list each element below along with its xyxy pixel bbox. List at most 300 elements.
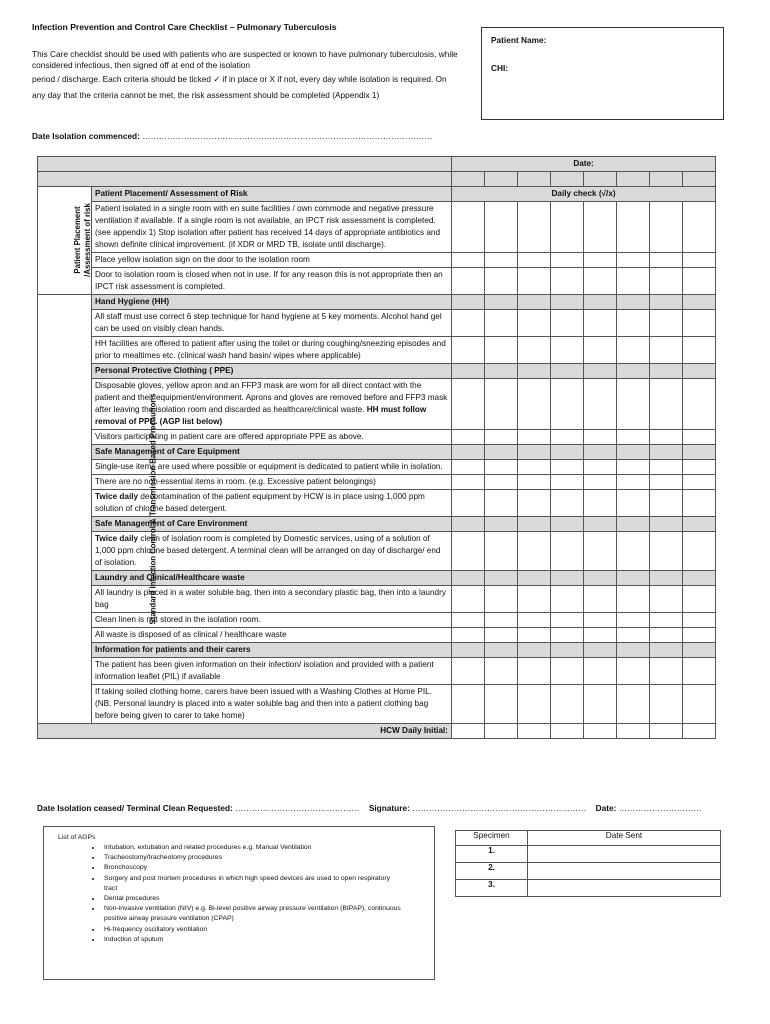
check-cell[interactable] — [485, 475, 518, 490]
check-cell[interactable] — [683, 445, 716, 460]
check-cell[interactable] — [485, 202, 518, 253]
check-cell[interactable] — [551, 430, 584, 445]
check-cell[interactable] — [452, 253, 485, 268]
check-cell[interactable] — [551, 586, 584, 613]
check-cell[interactable] — [683, 253, 716, 268]
check-cell[interactable] — [617, 337, 650, 364]
agp-item: • Intubation, extubation and related procedures e.g. Manual Ventilation — [102, 843, 402, 853]
page-title: Infection Prevention and Control Care Checklist – Pulmonary Tuberculosis — [32, 22, 337, 32]
check-cell[interactable] — [485, 430, 518, 445]
check-cell[interactable] — [683, 658, 716, 685]
check-cell[interactable] — [452, 202, 485, 253]
check-cell[interactable] — [683, 685, 716, 724]
criteria-text — [92, 685, 452, 724]
check-cell[interactable] — [518, 517, 551, 532]
check-cell[interactable] — [485, 685, 518, 724]
criteria-body: The patient has been given information on their infection/ isolation and provided with a patient information leaflet (PIL) if available — [95, 660, 434, 681]
date-header: Date: — [452, 157, 716, 172]
criteria-body: Information for patients and their carers — [95, 645, 251, 654]
check-cell[interactable] — [551, 268, 584, 295]
check-cell[interactable] — [485, 445, 518, 460]
check-cell[interactable] — [584, 586, 617, 613]
check-cell[interactable] — [650, 628, 683, 643]
criteria-body: Patient isolated in a single room with en suite facilities / own commode and negative pressure ventilation if available. If a single room is not available, an IPCT risk assessment is completed. (see appendix 1) Stop isolation after patient has received 14 days of appropriate antibiotics and shown definite clinical improvement. (if XDR or MRD TB, isolate until discharge). — [95, 204, 441, 249]
check-cell[interactable] — [518, 460, 551, 475]
date-commenced-field[interactable]: …………………………………………………………………………………………… — [142, 131, 433, 141]
check-cell[interactable] — [452, 445, 485, 460]
check-cell[interactable] — [584, 430, 617, 445]
criteria-body: Patient Placement/ Assessment of Risk — [95, 189, 248, 198]
criteria-body: Door to isolation room is closed when not in use. If for any reason this is not appropriate then an IPCT risk assessment is completed. — [95, 270, 443, 291]
check-cell[interactable] — [551, 295, 584, 310]
check-cell[interactable] — [683, 643, 716, 658]
criteria-text — [92, 475, 452, 490]
check-cell[interactable] — [650, 571, 683, 586]
check-cell[interactable] — [650, 337, 683, 364]
check-cell[interactable] — [683, 364, 716, 379]
check-cell[interactable] — [452, 643, 485, 658]
check-cell[interactable] — [617, 517, 650, 532]
check-cell[interactable] — [485, 364, 518, 379]
criteria-text — [92, 268, 452, 295]
check-cell[interactable] — [584, 475, 617, 490]
check-cell[interactable] — [551, 337, 584, 364]
check-cell[interactable] — [485, 628, 518, 643]
check-cell[interactable] — [485, 379, 518, 430]
agp-item: • Surgery and post mortem procedures in which high speed devices are used to open respiratory tract — [102, 874, 402, 894]
chi-label[interactable]: CHI: — [491, 63, 509, 73]
check-cell[interactable] — [683, 295, 716, 310]
check-cell[interactable] — [452, 337, 485, 364]
check-cell[interactable] — [683, 430, 716, 445]
check-cell[interactable] — [485, 517, 518, 532]
date-cell[interactable] — [452, 172, 485, 187]
specimen-date-cell[interactable] — [528, 880, 721, 897]
check-cell[interactable] — [617, 571, 650, 586]
check-cell[interactable] — [683, 310, 716, 337]
initial-cell[interactable] — [551, 724, 584, 739]
hcw-initial-label: HCW Daily Initial: — [38, 724, 452, 739]
initial-cell[interactable] — [617, 724, 650, 739]
specimen-row — [456, 863, 721, 880]
check-cell[interactable] — [452, 475, 485, 490]
date-field[interactable]: ………………………… — [618, 803, 702, 813]
check-cell[interactable] — [551, 364, 584, 379]
check-cell[interactable] — [551, 460, 584, 475]
check-cell[interactable] — [551, 685, 584, 724]
patient-details-box — [481, 27, 724, 120]
check-cell[interactable] — [452, 310, 485, 337]
check-cell[interactable] — [518, 613, 551, 628]
date-cell[interactable] — [650, 172, 683, 187]
agp-item: • Tracheostomy/tracheotomy procedures — [102, 853, 402, 863]
checklist-row — [38, 337, 716, 364]
check-cell[interactable] — [617, 253, 650, 268]
criteria-body: Place yellow isolation sign on the door to the isolation room — [95, 255, 310, 264]
checklist-row — [38, 460, 716, 475]
check-cell[interactable] — [650, 364, 683, 379]
check-cell[interactable] — [584, 337, 617, 364]
check-cell[interactable] — [518, 430, 551, 445]
check-cell[interactable] — [650, 517, 683, 532]
agp-list — [58, 843, 402, 945]
criteria-text — [92, 310, 452, 337]
check-cell[interactable] — [650, 202, 683, 253]
check-cell[interactable] — [617, 310, 650, 337]
criteria-text — [92, 490, 452, 517]
check-cell[interactable] — [650, 379, 683, 430]
initial-cell[interactable] — [485, 724, 518, 739]
check-cell[interactable] — [617, 445, 650, 460]
section-heading — [92, 643, 452, 658]
criteria-body: Personal Protective Clothing ( PPE) — [95, 366, 234, 375]
check-cell[interactable] — [617, 475, 650, 490]
check-cell[interactable] — [518, 490, 551, 517]
check-cell[interactable] — [617, 643, 650, 658]
criteria-text — [92, 532, 452, 571]
check-cell[interactable] — [485, 586, 518, 613]
initial-cell[interactable] — [683, 724, 716, 739]
check-cell[interactable] — [650, 310, 683, 337]
header-row-date-cells — [38, 172, 716, 187]
check-cell[interactable] — [551, 658, 584, 685]
check-cell[interactable] — [683, 460, 716, 475]
check-cell[interactable] — [452, 613, 485, 628]
criteria-body: Safe Management of Care Environment — [95, 519, 248, 528]
check-cell[interactable] — [452, 628, 485, 643]
check-cell[interactable] — [518, 685, 551, 724]
check-cell[interactable] — [683, 532, 716, 571]
section-heading — [92, 187, 452, 202]
check-cell[interactable] — [683, 613, 716, 628]
check-cell[interactable] — [518, 445, 551, 460]
check-cell[interactable] — [485, 532, 518, 571]
check-cell[interactable] — [617, 532, 650, 571]
criteria-body: decontamination of the patient equipment by HCW is in place using 1,000 ppm solution of chlorine based detergent. — [95, 492, 425, 513]
date-cell[interactable] — [551, 172, 584, 187]
check-cell[interactable] — [551, 532, 584, 571]
check-cell[interactable] — [485, 295, 518, 310]
check-cell[interactable] — [452, 430, 485, 445]
check-cell[interactable] — [551, 517, 584, 532]
check-cell[interactable] — [650, 460, 683, 475]
check-cell[interactable] — [518, 586, 551, 613]
check-cell[interactable] — [551, 490, 584, 517]
agp-item: • Induction of sputum — [102, 935, 402, 945]
check-cell[interactable] — [617, 364, 650, 379]
check-cell[interactable] — [584, 295, 617, 310]
check-cell[interactable] — [485, 490, 518, 517]
check-cell[interactable] — [551, 445, 584, 460]
check-cell[interactable] — [683, 517, 716, 532]
criteria-text — [92, 379, 452, 430]
criteria-body: All staff must use correct 6 step technique for hand hygiene at 5 key moments. Alcohol hand gel can be used on visibly clean hands. — [95, 312, 442, 333]
specimen-table — [455, 830, 721, 897]
check-cell[interactable] — [518, 643, 551, 658]
check-cell[interactable] — [617, 379, 650, 430]
initial-cell[interactable] — [584, 724, 617, 739]
intro-line-2: period / discharge. Each criteria should be ticked ✓ if in place or X if not, every day while isolation is required. On any day that the criteria cannot be met, the risk assessment should be completed (Appendix 1) — [32, 74, 447, 100]
criteria-body: Laundry and Clinical/Healthcare waste — [95, 573, 245, 582]
criteria-body: All laundry is placed in a water soluble bag, then into a secondary plastic bag, then into a laundry bag — [95, 588, 446, 609]
check-cell[interactable] — [650, 685, 683, 724]
section-row — [38, 295, 716, 310]
check-cell[interactable] — [584, 253, 617, 268]
hcw-initial-row — [38, 724, 716, 739]
check-cell[interactable] — [584, 685, 617, 724]
check-cell[interactable] — [452, 379, 485, 430]
checklist-row — [38, 658, 716, 685]
check-cell[interactable] — [584, 628, 617, 643]
check-cell[interactable] — [551, 310, 584, 337]
checklist-row — [38, 268, 716, 295]
date-commenced-label: Date Isolation commenced: — [32, 131, 140, 141]
check-cell[interactable] — [584, 364, 617, 379]
check-cell[interactable] — [584, 460, 617, 475]
check-cell[interactable] — [683, 268, 716, 295]
side-label-precautions-text: Standard Infection Control & Transmission Based Precautions — [148, 393, 158, 625]
date-cell[interactable] — [617, 172, 650, 187]
criteria-body: Single-use items are used where possible or equipment is dedicated to patient while in isolation. — [95, 462, 443, 471]
check-cell[interactable] — [485, 658, 518, 685]
patient-name-label[interactable]: Patient Name: — [491, 35, 547, 45]
check-cell[interactable] — [452, 571, 485, 586]
check-cell[interactable] — [452, 490, 485, 517]
ceased-label: Date Isolation ceased/ Terminal Clean Requested: — [37, 803, 233, 813]
check-cell[interactable] — [650, 658, 683, 685]
check-cell[interactable] — [452, 460, 485, 475]
check-cell[interactable] — [650, 445, 683, 460]
section-row — [38, 571, 716, 586]
check-cell[interactable] — [650, 613, 683, 628]
criteria-body: Disposable gloves, yellow apron and an FFP3 mask are worn for all direct contact with the patient and their equipment/environment. Aprons and gloves are removed before and FFP3 mask after leaving the isolation room and discarded as healthcare/clinical waste. — [95, 381, 448, 414]
check-cell[interactable] — [518, 658, 551, 685]
criteria-text — [92, 628, 452, 643]
agp-item: • Bronchoscopy — [102, 863, 402, 873]
check-cell[interactable] — [452, 517, 485, 532]
section-row — [38, 517, 716, 532]
check-cell[interactable] — [485, 268, 518, 295]
criteria-body: Clean linen is not stored in the isolation room. — [95, 615, 261, 624]
checklist-table — [37, 156, 716, 739]
check-cell[interactable] — [485, 337, 518, 364]
header-blank — [38, 172, 452, 187]
check-cell[interactable] — [584, 490, 617, 517]
date-cell[interactable] — [518, 172, 551, 187]
checklist-row — [38, 586, 716, 613]
checklist-row — [38, 628, 716, 643]
checklist-row — [38, 532, 716, 571]
section-heading — [92, 295, 452, 310]
checklist-row — [38, 490, 716, 517]
agp-item: • Hi-frequency oscillatory ventilation — [102, 925, 402, 935]
check-cell[interactable] — [584, 613, 617, 628]
isolation-ceased-line — [37, 803, 702, 813]
check-cell[interactable] — [683, 586, 716, 613]
check-cell[interactable] — [650, 643, 683, 658]
specimen-col-header: Specimen — [456, 831, 528, 846]
check-cell[interactable] — [485, 571, 518, 586]
check-cell[interactable] — [650, 268, 683, 295]
check-cell[interactable] — [584, 268, 617, 295]
check-cell[interactable] — [551, 379, 584, 430]
check-cell[interactable] — [584, 532, 617, 571]
checklist-row — [38, 310, 716, 337]
date-cell[interactable] — [485, 172, 518, 187]
check-cell[interactable] — [551, 628, 584, 643]
specimen-number: 1. — [456, 846, 528, 863]
check-cell[interactable] — [485, 460, 518, 475]
check-cell[interactable] — [551, 202, 584, 253]
checklist-row — [38, 202, 716, 253]
checklist-row — [38, 253, 716, 268]
criteria-text — [92, 253, 452, 268]
date-cell[interactable] — [584, 172, 617, 187]
header-row-date — [38, 157, 716, 172]
check-cell[interactable] — [452, 295, 485, 310]
check-cell[interactable] — [650, 430, 683, 445]
check-cell[interactable] — [518, 253, 551, 268]
check-cell[interactable] — [617, 586, 650, 613]
criteria-body: HH facilities are offered to patient after using the toilet or during coughing/sneezing episodes and prior to mealtimes etc. (clinical wash hand basin/ wipes where applicable) — [95, 339, 446, 360]
check-cell[interactable] — [650, 295, 683, 310]
check-cell[interactable] — [683, 628, 716, 643]
specimen-date-cell[interactable] — [528, 863, 721, 880]
agp-item: • Dental procedures — [102, 894, 402, 904]
check-cell[interactable] — [551, 571, 584, 586]
check-cell[interactable] — [485, 613, 518, 628]
check-cell[interactable] — [650, 586, 683, 613]
initial-cell[interactable] — [650, 724, 683, 739]
check-cell[interactable] — [683, 337, 716, 364]
check-cell[interactable] — [584, 517, 617, 532]
check-cell[interactable] — [551, 253, 584, 268]
check-cell[interactable] — [617, 460, 650, 475]
check-cell[interactable] — [683, 571, 716, 586]
criteria-body: Visitors participating in patient care are offered appropriate PPE as above. — [95, 432, 364, 441]
check-cell[interactable] — [518, 532, 551, 571]
checklist-row — [38, 685, 716, 724]
signature-label: Signature: — [368, 803, 410, 813]
ceased-field[interactable]: ……………………………………… — [235, 803, 360, 813]
criteria-text — [92, 202, 452, 253]
specimen-number: 3. — [456, 880, 528, 897]
check-cell[interactable] — [584, 571, 617, 586]
check-cell[interactable] — [683, 379, 716, 430]
check-cell[interactable] — [584, 202, 617, 253]
signature-field[interactable]: ……………………………………………………… — [412, 803, 587, 813]
agp-list-box — [43, 826, 435, 980]
criteria-text — [92, 586, 452, 613]
criteria-text — [92, 430, 452, 445]
initial-cell[interactable] — [518, 724, 551, 739]
agp-item: • Non-invasive ventilation (NIV) e.g. Bi-level positive airway pressure ventilation (BIPAP), continuous positive airway pressure ventilation (CPAP) — [102, 904, 402, 924]
check-cell[interactable] — [617, 628, 650, 643]
intro-text — [32, 49, 462, 103]
check-cell[interactable] — [617, 685, 650, 724]
check-cell[interactable] — [617, 202, 650, 253]
date-cell[interactable] — [683, 172, 716, 187]
check-cell[interactable] — [518, 475, 551, 490]
check-cell[interactable] — [617, 268, 650, 295]
check-cell[interactable] — [584, 658, 617, 685]
section-row — [38, 445, 716, 460]
section-heading — [92, 445, 452, 460]
check-cell[interactable] — [518, 628, 551, 643]
side-label-placement — [38, 187, 92, 295]
checklist-row — [38, 475, 716, 490]
criteria-body: Safe Management of Care Equipment — [95, 447, 240, 456]
check-cell[interactable] — [617, 430, 650, 445]
check-cell[interactable] — [518, 571, 551, 586]
header-blank — [38, 157, 452, 172]
specimen-number: 2. — [456, 863, 528, 880]
check-cell[interactable] — [518, 202, 551, 253]
criteria-body: clean of isolation room is completed by Domestic services, using of a solution of 1,000 ppm chlorine based detergent. A terminal clean will be arranged on day of discharge/ end of isolation. — [95, 534, 441, 567]
section-row — [38, 187, 716, 202]
check-cell[interactable] — [518, 379, 551, 430]
checklist-row — [38, 430, 716, 445]
check-cell[interactable] — [617, 490, 650, 517]
side-label-placement-text: Patient Placement /Assessment of risk — [73, 203, 92, 277]
specimen-row — [456, 880, 721, 897]
check-cell[interactable] — [617, 295, 650, 310]
check-cell[interactable] — [650, 475, 683, 490]
check-cell[interactable] — [617, 658, 650, 685]
initial-cell[interactable] — [452, 724, 485, 739]
check-cell[interactable] — [683, 202, 716, 253]
check-cell[interactable] — [617, 613, 650, 628]
check-cell[interactable] — [584, 310, 617, 337]
check-cell[interactable] — [452, 364, 485, 379]
criteria-body: All waste is disposed of as clinical / healthcare waste — [95, 630, 287, 639]
check-cell[interactable] — [452, 268, 485, 295]
check-cell[interactable] — [452, 685, 485, 724]
check-cell[interactable] — [485, 310, 518, 337]
specimen-header-row — [456, 831, 721, 846]
date-sent-col-header: Date Sent — [528, 831, 721, 846]
criteria-bold: HH must follow removal of PPE. (AGP list below) — [95, 405, 427, 426]
check-cell[interactable] — [518, 364, 551, 379]
check-cell[interactable] — [452, 532, 485, 571]
check-cell[interactable] — [551, 613, 584, 628]
check-cell[interactable] — [485, 643, 518, 658]
section-heading — [92, 517, 452, 532]
check-cell[interactable] — [452, 586, 485, 613]
check-cell[interactable] — [584, 643, 617, 658]
specimen-date-cell[interactable] — [528, 846, 721, 863]
check-cell[interactable] — [551, 475, 584, 490]
check-cell[interactable] — [683, 490, 716, 517]
check-cell[interactable] — [650, 253, 683, 268]
date-commenced — [32, 131, 433, 141]
check-cell[interactable] — [650, 490, 683, 517]
check-cell[interactable] — [551, 643, 584, 658]
check-cell[interactable] — [485, 253, 518, 268]
specimen-row — [456, 846, 721, 863]
checklist-row — [38, 613, 716, 628]
check-cell[interactable] — [518, 337, 551, 364]
check-cell[interactable] — [683, 475, 716, 490]
check-cell[interactable] — [518, 310, 551, 337]
check-cell[interactable] — [584, 379, 617, 430]
check-cell[interactable] — [452, 658, 485, 685]
check-cell[interactable] — [584, 445, 617, 460]
check-cell[interactable] — [518, 295, 551, 310]
check-cell[interactable] — [650, 532, 683, 571]
check-cell[interactable] — [518, 268, 551, 295]
intro-line-1: This Care checklist should be used with patients who are suspected or known to have pulmonary tuberculosis, while considered infectious, then signed off at end of the isolation — [32, 49, 458, 70]
